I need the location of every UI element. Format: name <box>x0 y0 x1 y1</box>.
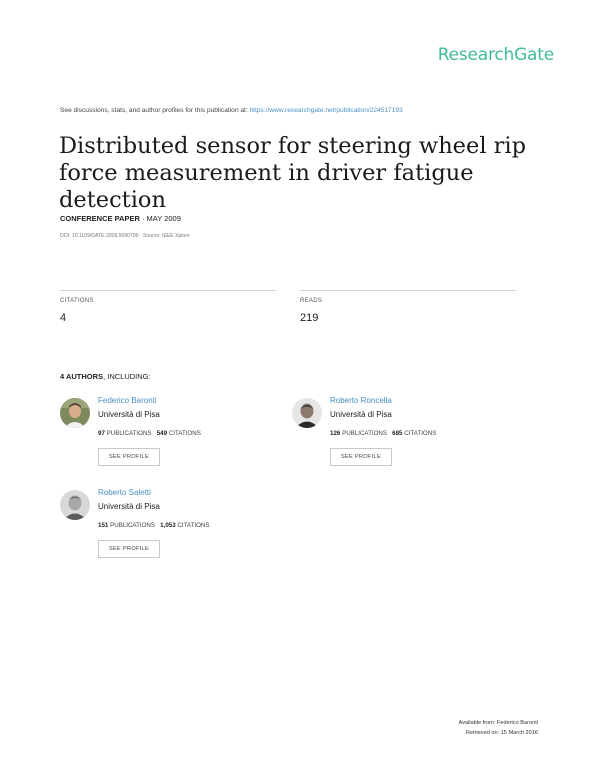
author-citations-count: 1,053 <box>160 522 176 529</box>
author-name[interactable]: Roberto Roncella <box>330 396 392 405</box>
authors-suffix: , INCLUDING: <box>103 372 151 381</box>
citations-label: CITATIONS <box>60 298 94 304</box>
author-publications-count: 151 <box>98 522 109 529</box>
paper-type-line <box>60 214 181 223</box>
author-stats <box>330 430 436 437</box>
author-citations-label: CITATIONS <box>168 430 201 437</box>
author-stats <box>98 522 209 529</box>
author-citations-label: CITATIONS <box>404 430 437 437</box>
retrieved-on: Retrieved on: 15 March 2016 <box>465 730 538 736</box>
author-publications-count: 97 <box>98 430 105 437</box>
author-card <box>60 396 290 471</box>
author-stats <box>98 430 201 437</box>
reads-value: 219 <box>300 312 319 324</box>
authors-count: 4 AUTHORS <box>60 372 104 381</box>
avatar[interactable] <box>60 398 90 428</box>
author-name[interactable]: Roberto Saletti <box>98 488 151 497</box>
citations-divider <box>60 290 276 291</box>
reads-divider <box>300 290 516 291</box>
see-profile-button[interactable]: SEE PROFILE <box>98 448 160 466</box>
researchgate-logo[interactable]: ResearchGate <box>437 45 554 65</box>
author-publications-label: PUBLICATIONS <box>342 430 387 437</box>
see-profile-button[interactable]: SEE PROFILE <box>330 448 392 466</box>
author-card <box>60 488 290 563</box>
author-citations-label: CITATIONS <box>177 522 210 529</box>
available-from: Available from: Federico Baronti <box>458 720 538 726</box>
avatar-photo-icon <box>60 398 90 428</box>
paper-date: · MAY 2009 <box>139 214 181 223</box>
author-name[interactable]: Federico Baronti <box>98 396 157 405</box>
author-card <box>292 396 522 471</box>
avatar-photo-icon <box>292 398 322 428</box>
see-profile-button[interactable]: SEE PROFILE <box>98 540 160 558</box>
reads-label: READS <box>300 298 323 304</box>
author-institution: Università di Pisa <box>330 410 392 419</box>
avatar[interactable] <box>292 398 322 428</box>
avatar-photo-icon <box>60 490 90 520</box>
paper-type: CONFERENCE PAPER <box>60 214 140 223</box>
author-publications-label: PUBLICATIONS <box>106 430 152 437</box>
publication-url-link[interactable]: https://www.researchgate.net/publication/224517193 <box>249 107 403 114</box>
author-citations-count: 549 <box>156 430 168 437</box>
author-publications-count: 126 <box>330 430 341 437</box>
author-publications-label: PUBLICATIONS <box>110 522 155 529</box>
author-institution: Università di Pisa <box>98 410 160 419</box>
author-institution: Università di Pisa <box>98 502 160 511</box>
footer <box>459 718 539 738</box>
see-discussions-line <box>60 107 403 114</box>
see-discussions-text: See discussions, stats, and author profiles for this publication at: <box>60 107 250 114</box>
avatar[interactable] <box>60 490 90 520</box>
author-citations-count: 685 <box>392 430 403 437</box>
citations-value: 4 <box>60 312 67 324</box>
authors-heading <box>60 372 151 381</box>
doi-source: DOI: 10.1109/DATE.2009.5090790 · Source: IEEE Xplore <box>60 233 190 239</box>
paper-title: Distributed sensor for steering wheel rip force measurement in driver fatigue detection <box>59 133 527 213</box>
